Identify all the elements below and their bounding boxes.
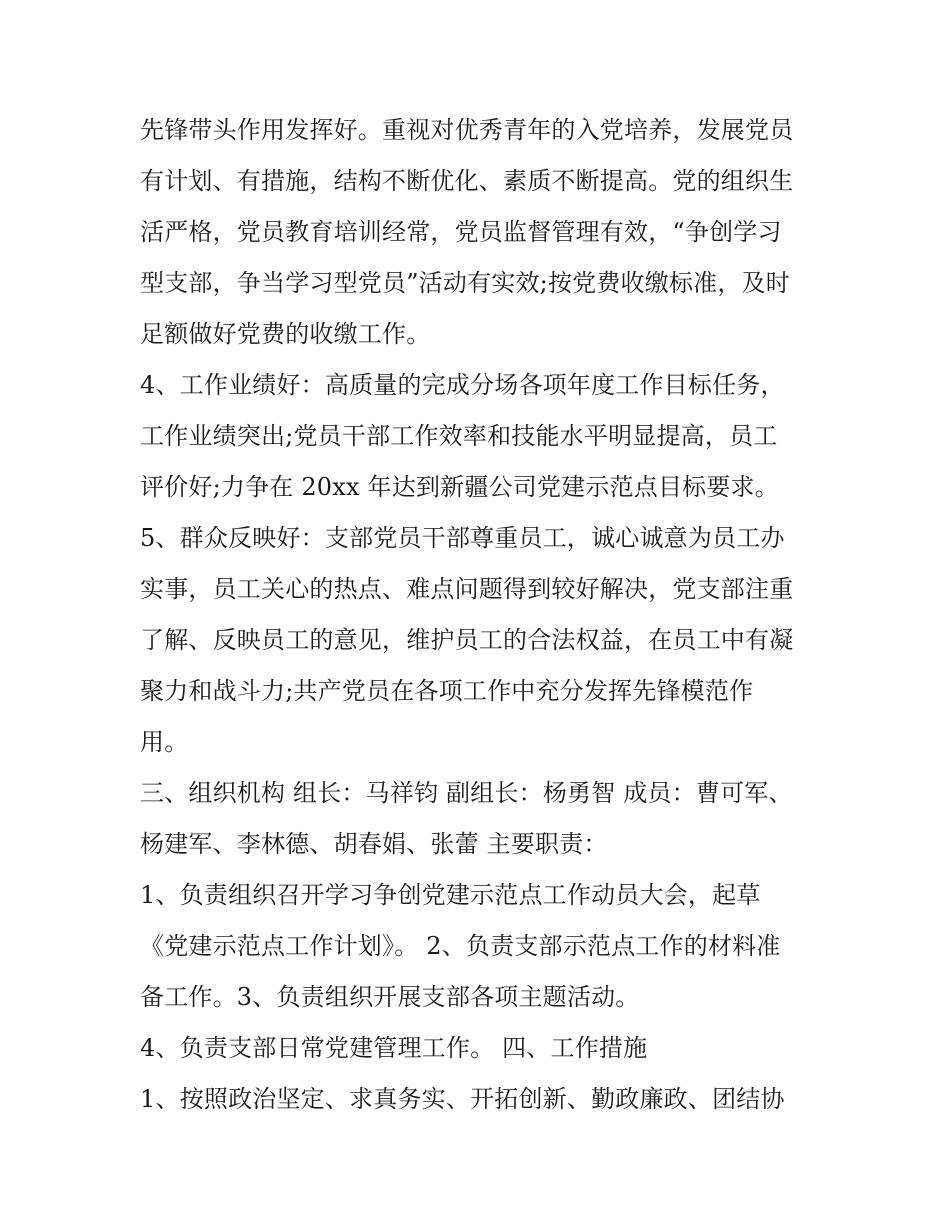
text-line: 4、工作业绩好：高质量的完成分场各项年度工作目标任务， bbox=[140, 371, 785, 399]
text-line: 《党建示范点工作计划》。 2、负责支部示范点工作的材料准 bbox=[140, 932, 781, 960]
text-line: 聚力和战斗力;共产党员在各项工作中充分发挥先锋模范作 bbox=[140, 677, 754, 705]
text-line: 三、组织机构 组长：马祥钧 副组长：杨勇智 成员：曹可军、 bbox=[140, 779, 793, 807]
text-line: 1、按照政治坚定、求真务实、开拓创新、勤政廉政、团结协 bbox=[140, 1085, 785, 1113]
text-line: 评价好;力争在 20xx 年达到新疆公司党建示范点目标要求。 bbox=[140, 473, 779, 501]
text-line: 5、群众反映好：支部党员干部尊重员工，诚心诚意为员工办 bbox=[140, 524, 785, 552]
text-line: 有计划、有措施，结构不断优化、素质不断提高。党的组织生 bbox=[140, 167, 794, 195]
text-line: 备工作。3、负责组织开展支部各项主题活动。 bbox=[140, 983, 640, 1011]
text-line: 了解、反映员工的意见，维护员工的合法权益，在员工中有凝 bbox=[140, 626, 794, 654]
text-line: 活严格，党员教育培训经常，党员监督管理有效，“争创学习 bbox=[140, 218, 782, 246]
text-line: 先锋带头作用发挥好。重视对优秀青年的入党培养，发展党员 bbox=[140, 116, 794, 144]
text-line: 实事，员工关心的热点、难点问题得到较好解决，党支部注重 bbox=[140, 575, 794, 603]
text-line: 足额做好党费的收缴工作。 bbox=[140, 320, 431, 348]
text-line: 1、负责组织召开学习争创党建示范点工作动员大会，起草 bbox=[140, 881, 761, 909]
text-line: 杨建军、李林德、胡春娟、张蕾 主要职责： bbox=[140, 830, 608, 858]
text-line: 工作业绩突出;党员干部工作效率和技能水平明显提高，员工 bbox=[140, 422, 778, 450]
text-line: 型支部，争当学习型党员”活动有实效;按党费收缴标准，及时 bbox=[140, 269, 790, 297]
text-line: 4、负责支部日常党建管理工作。 四、工作措施 bbox=[140, 1034, 648, 1062]
text-line: 用。 bbox=[140, 728, 189, 756]
